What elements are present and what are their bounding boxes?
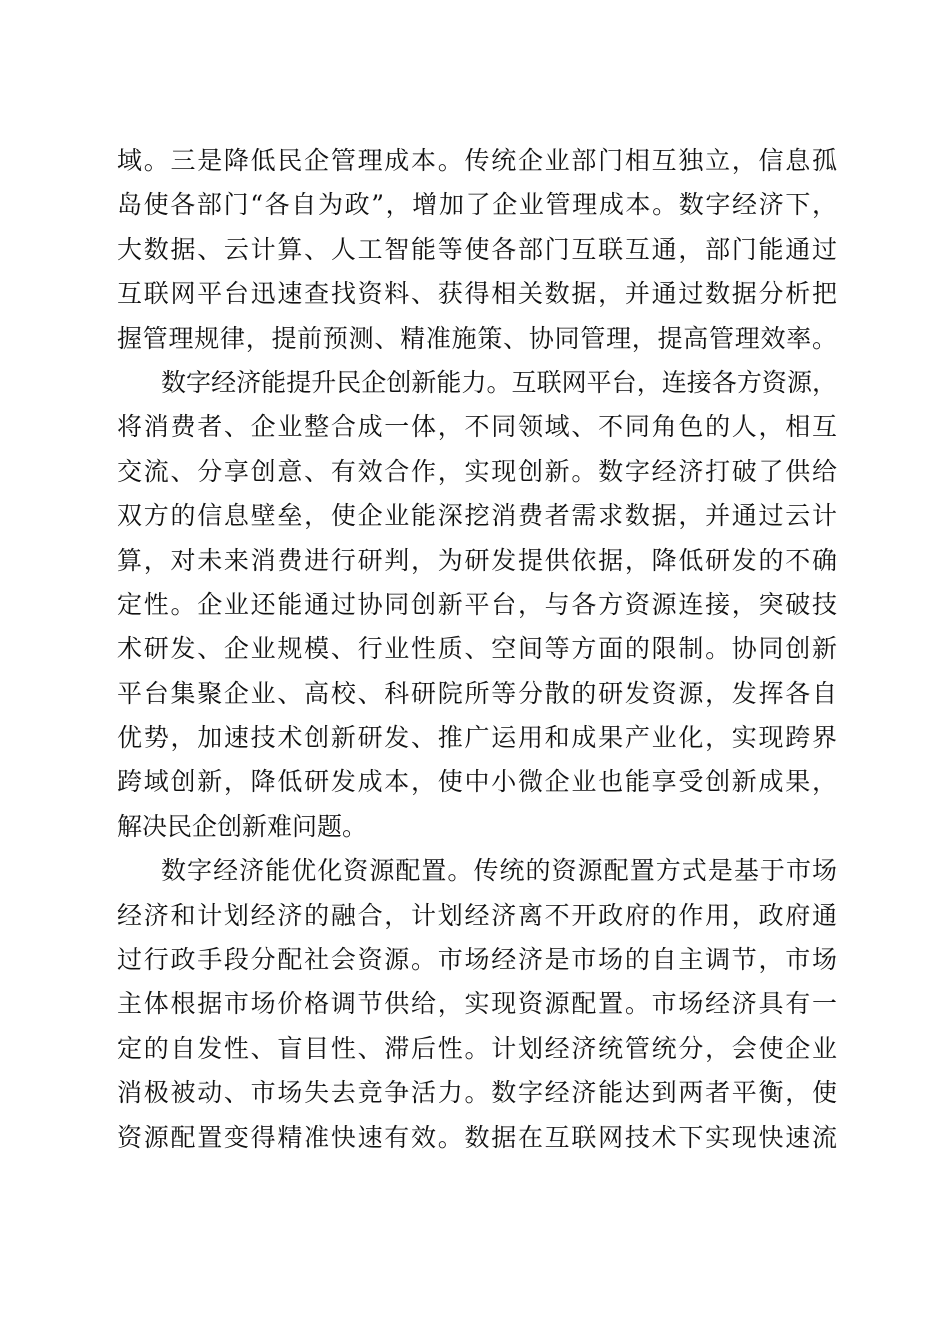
text-line: 域。三是降低民企管理成本。传统企业部门相互独立，信息孤	[117, 146, 837, 175]
text-line: 平台集聚企业、高校、科研院所等分散的研发资源，发挥各自	[117, 678, 837, 708]
text-line: 优势，加速技术创新研发、推广运用和成果产业化，实现跨界	[117, 723, 837, 753]
text-line: 资源配置变得精准快速有效。数据在互联网技术下实现快速流	[117, 1122, 837, 1152]
text-line: 定的自发性、盲目性、滞后性。计划经济统管统分，会使企业	[117, 1033, 837, 1063]
text-line: 术研发、企业规模、行业性质、空间等方面的限制。协同创新	[117, 634, 837, 664]
text-line: 互联网平台迅速查找资料、获得相关数据，并通过数据分析把	[117, 279, 837, 309]
text-line: 经济和计划经济的融合，计划经济离不开政府的作用，政府通	[117, 900, 837, 930]
text-line: 大数据、云计算、人工智能等使各部门互联互通，部门能通过	[117, 234, 837, 264]
text-line: 主体根据市场价格调节供给，实现资源配置。市场经济具有一	[117, 989, 837, 1019]
text-line: 算，对未来消费进行研判，为研发提供依据，降低研发的不确	[117, 545, 837, 575]
text-line: 将消费者、企业整合成一体，不同领域、不同角色的人，相互	[117, 412, 837, 442]
text-line: 双方的信息壁垒，使企业能深挖消费者需求数据，并通过云计	[117, 501, 837, 531]
paragraph-first-line: 数字经济能优化资源配置。传统的资源配置方式是基于市场	[161, 856, 837, 886]
text-line: 握管理规律，提前预测、精准施策、协同管理，提高管理效率。	[117, 323, 837, 353]
text-line: 定性。企业还能通过协同创新平台，与各方资源连接，突破技	[117, 589, 837, 619]
text-line: 解决民企创新难问题。	[117, 811, 368, 841]
body-text	[117, 139, 837, 1160]
text-line: 交流、分享创意、有效合作，实现创新。数字经济打破了供给	[117, 456, 837, 486]
text-line: 岛使各部门“各自为政”，增加了企业管理成本。数字经济下，	[117, 190, 837, 220]
paragraph-first-line: 数字经济能提升民企创新能力。互联网平台，连接各方资源，	[161, 367, 837, 397]
text-line: 过行政手段分配社会资源。市场经济是市场的自主调节，市场	[117, 945, 837, 975]
text-line: 跨域创新，降低研发成本，使中小微企业也能享受创新成果，	[117, 767, 837, 797]
text-line: 消极被动、市场失去竞争活力。数字经济能达到两者平衡，使	[117, 1078, 837, 1108]
